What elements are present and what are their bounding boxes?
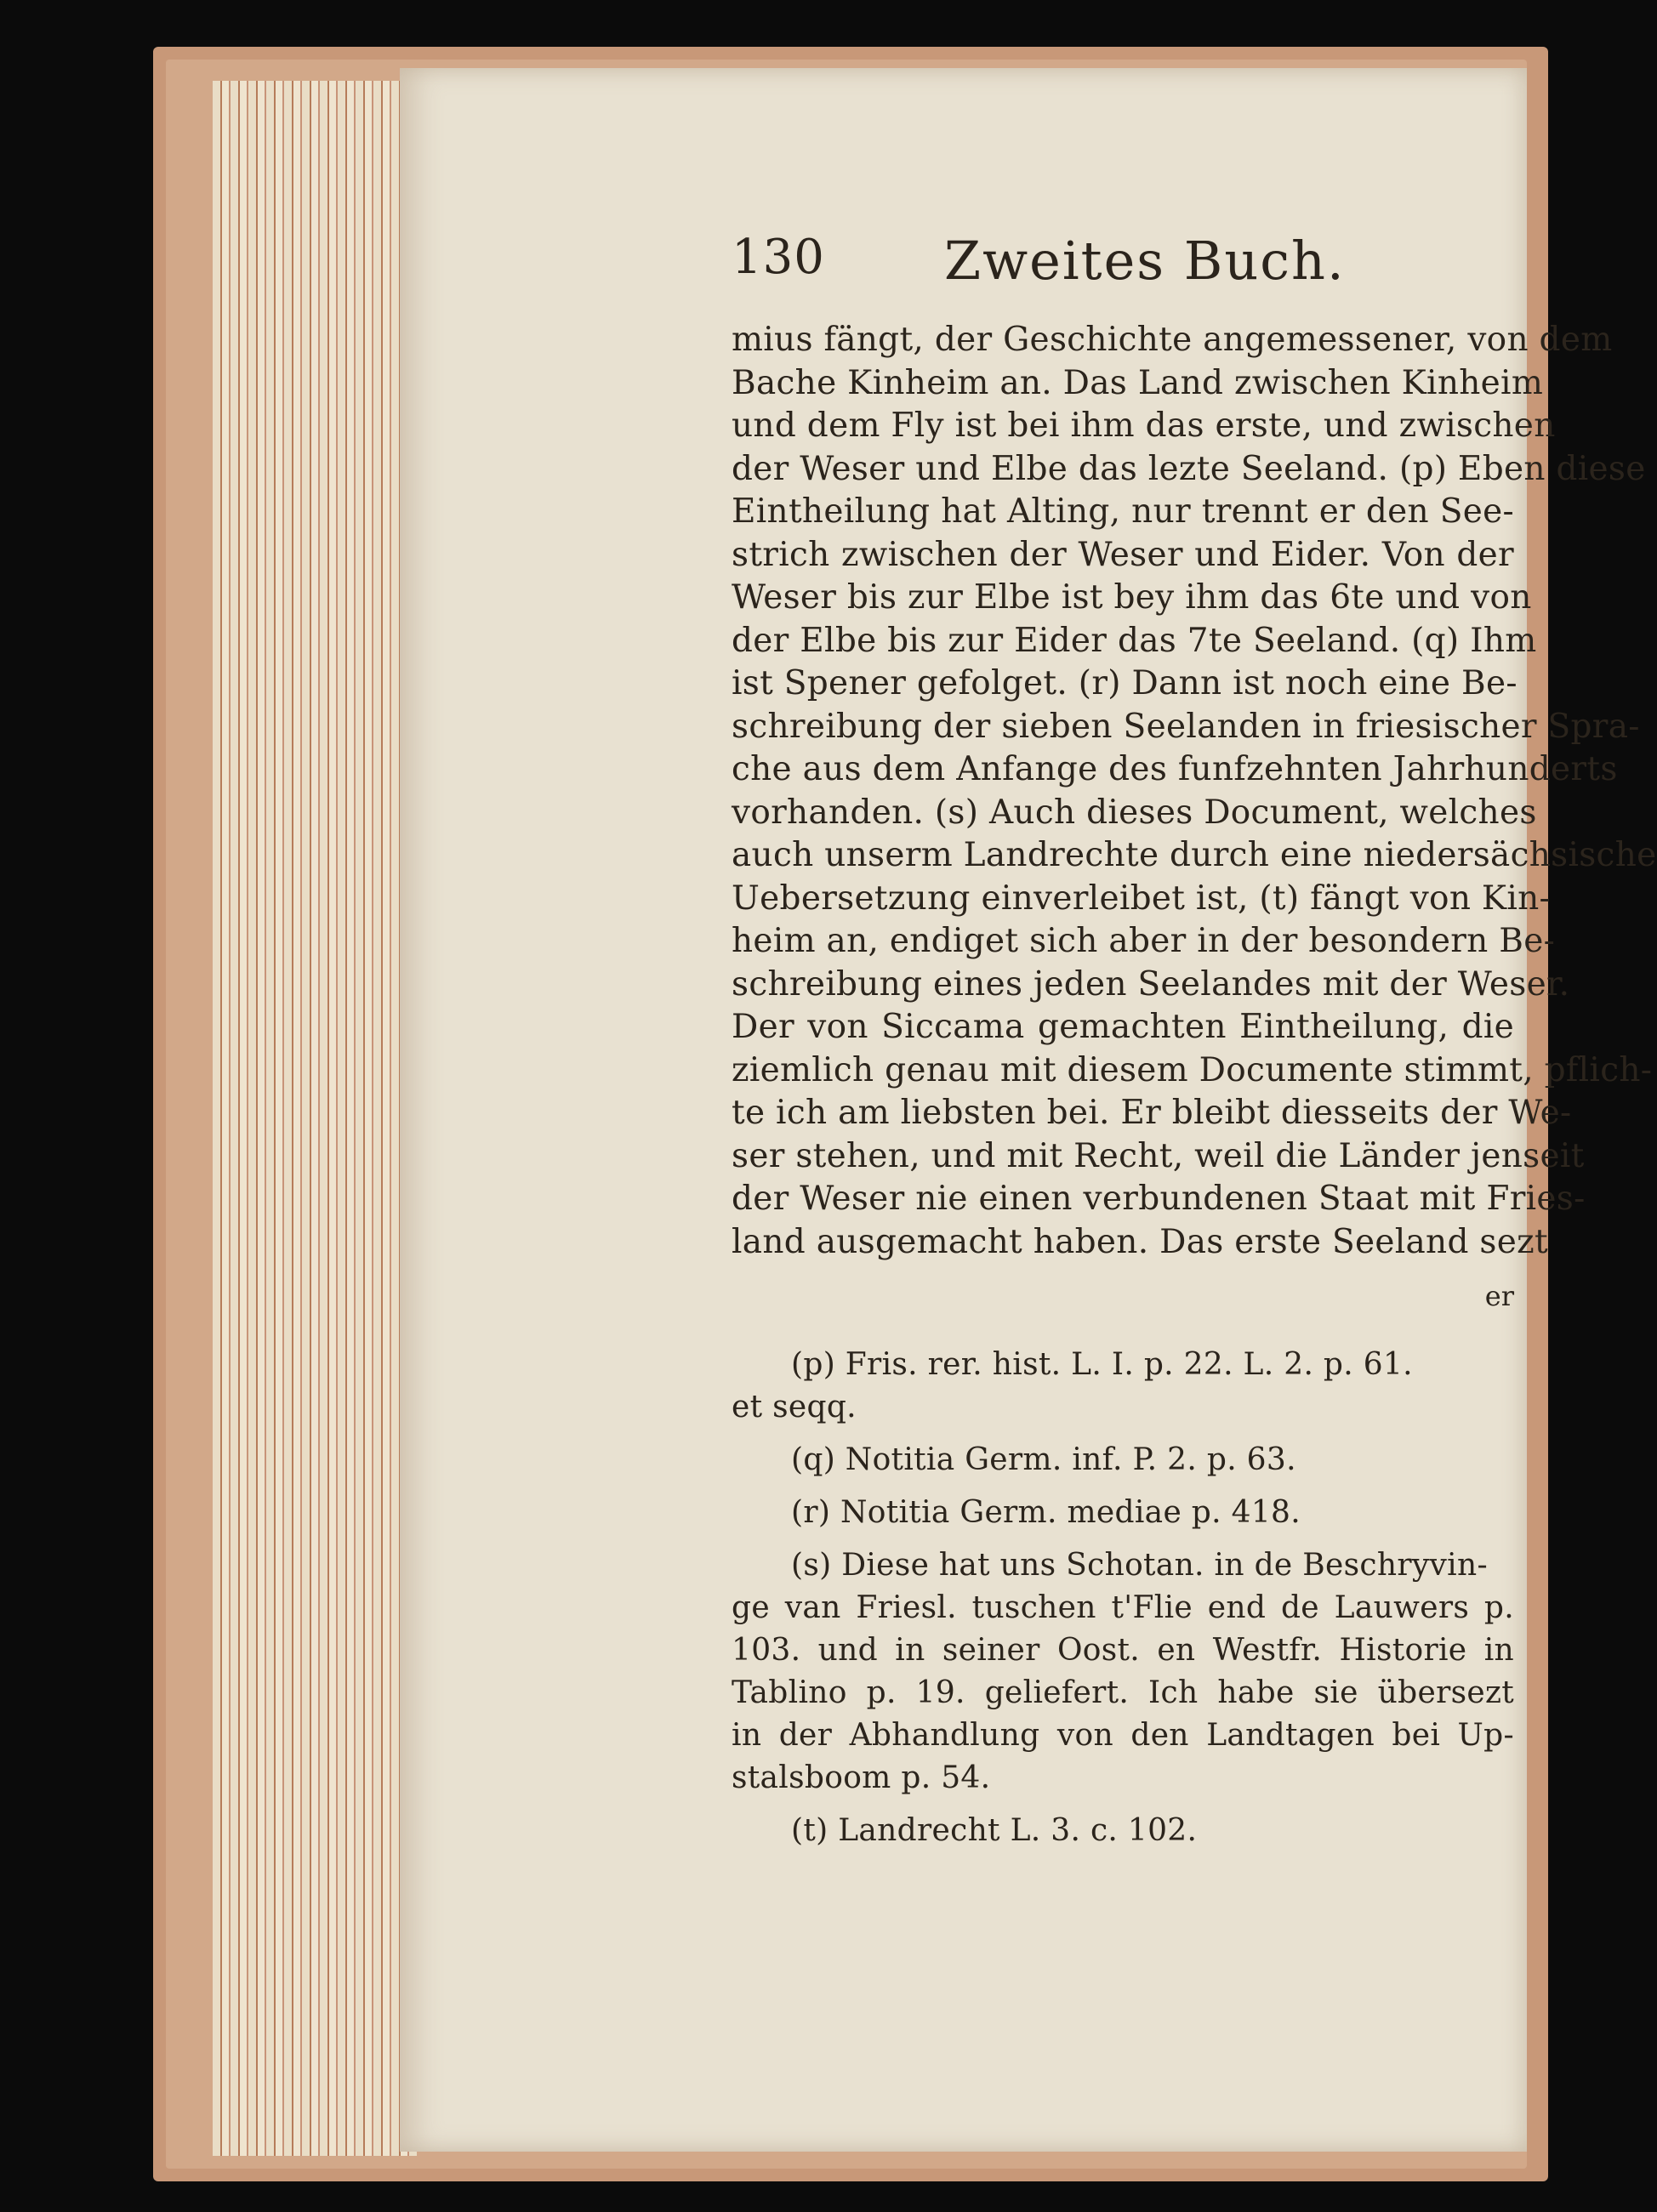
page-header (732, 230, 1514, 306)
footnote-s-line: stalsboom p. 54. (732, 1760, 991, 1795)
footnote-s-line: ge van Friesl. tuschen t'Flie end de Lauwers p. (732, 1590, 1514, 1625)
footnote-r: (r) Notitia Germ. mediae p. 418. (791, 1495, 1301, 1530)
body-line: land ausgemacht haben. Das erste Seeland sezt (732, 1222, 1548, 1261)
body-line: ist Spener gefolget. (r) Dann ist noch eine Be- (732, 664, 1517, 702)
body-text (732, 319, 1657, 1264)
footnote-s-line: (s) Diese hat uns Schotan. in de Beschryvin- (791, 1548, 1488, 1583)
footnotes (732, 1344, 1514, 1852)
catchword: er (1484, 1280, 1514, 1312)
body-line: strich zwischen der Weser und Eider. Von der (732, 535, 1514, 574)
page-number: 130 (732, 230, 825, 285)
footnote-p-line: et seqq. (732, 1390, 857, 1424)
body-line: und dem Fly ist bei ihm das erste, und zwischen (732, 407, 1556, 445)
body-line: Bache Kinheim an. Das Land zwischen Kinheim (732, 363, 1544, 402)
body-line: che aus dem Anfange des funfzehnten Jahrhunderts (732, 750, 1618, 788)
body-line: der Weser nie einen verbundenen Staat mit Fries- (732, 1180, 1586, 1218)
body-line: ser stehen, und mit Recht, weil die Länder jenseit (732, 1136, 1585, 1175)
footnote-s-line: 103. und in seiner Oost. en Westfr. Historie in (732, 1633, 1514, 1668)
footnote-s-line: in der Abhandlung von den Landtagen bei Up- (732, 1718, 1514, 1753)
body-line: auch unserm Landrechte durch eine niedersächsische (732, 836, 1657, 874)
footnote-q: (q) Notitia Germ. inf. P. 2. p. 63. (791, 1442, 1296, 1477)
body-line: heim an, endiget sich aber in der besondern Be- (732, 922, 1556, 960)
body-line: Uebersetzung einverleibet ist, (t) fängt von Kin- (732, 879, 1552, 918)
body-line: mius fängt, der Geschichte angemessener, von dem (732, 321, 1613, 359)
footnote-p-line: (p) Fris. rer. hist. L. I. p. 22. L. 2. p. 61. (791, 1347, 1413, 1382)
body-line: der Weser und Elbe das lezte Seeland. (p) Eben diese (732, 449, 1646, 488)
body-line: Weser bis zur Elbe ist bey ihm das 6te und von (732, 578, 1532, 617)
body-line: schreibung eines jeden Seelandes mit der Weser. (732, 964, 1570, 1004)
footnote-s-line: Tablino p. 19. geliefert. Ich habe sie übersezt (732, 1675, 1514, 1710)
running-head: Zweites Buch. (944, 230, 1346, 292)
body-line: Der von Siccama gemachten Eintheilung, die (732, 1008, 1514, 1046)
body-line: ziemlich genau mit diesem Documente stimmt, pflich- (732, 1050, 1653, 1089)
body-line: Eintheilung hat Alting, nur trennt er den See- (732, 492, 1514, 531)
body-line: vorhanden. (s) Auch dieses Document, welches (732, 793, 1537, 832)
footnote-t: (t) Landrecht L. 3. c. 102. (791, 1813, 1198, 1848)
body-line: te ich am liebsten bei. Er bleibt diesseits der We- (732, 1094, 1572, 1132)
page-edges (213, 81, 417, 2156)
body-line: schreibung der sieben Seelanden in friesischer Spra- (732, 707, 1640, 746)
body-line: der Elbe bis zur Eider das 7te Seeland. (q) Ihm (732, 621, 1537, 660)
